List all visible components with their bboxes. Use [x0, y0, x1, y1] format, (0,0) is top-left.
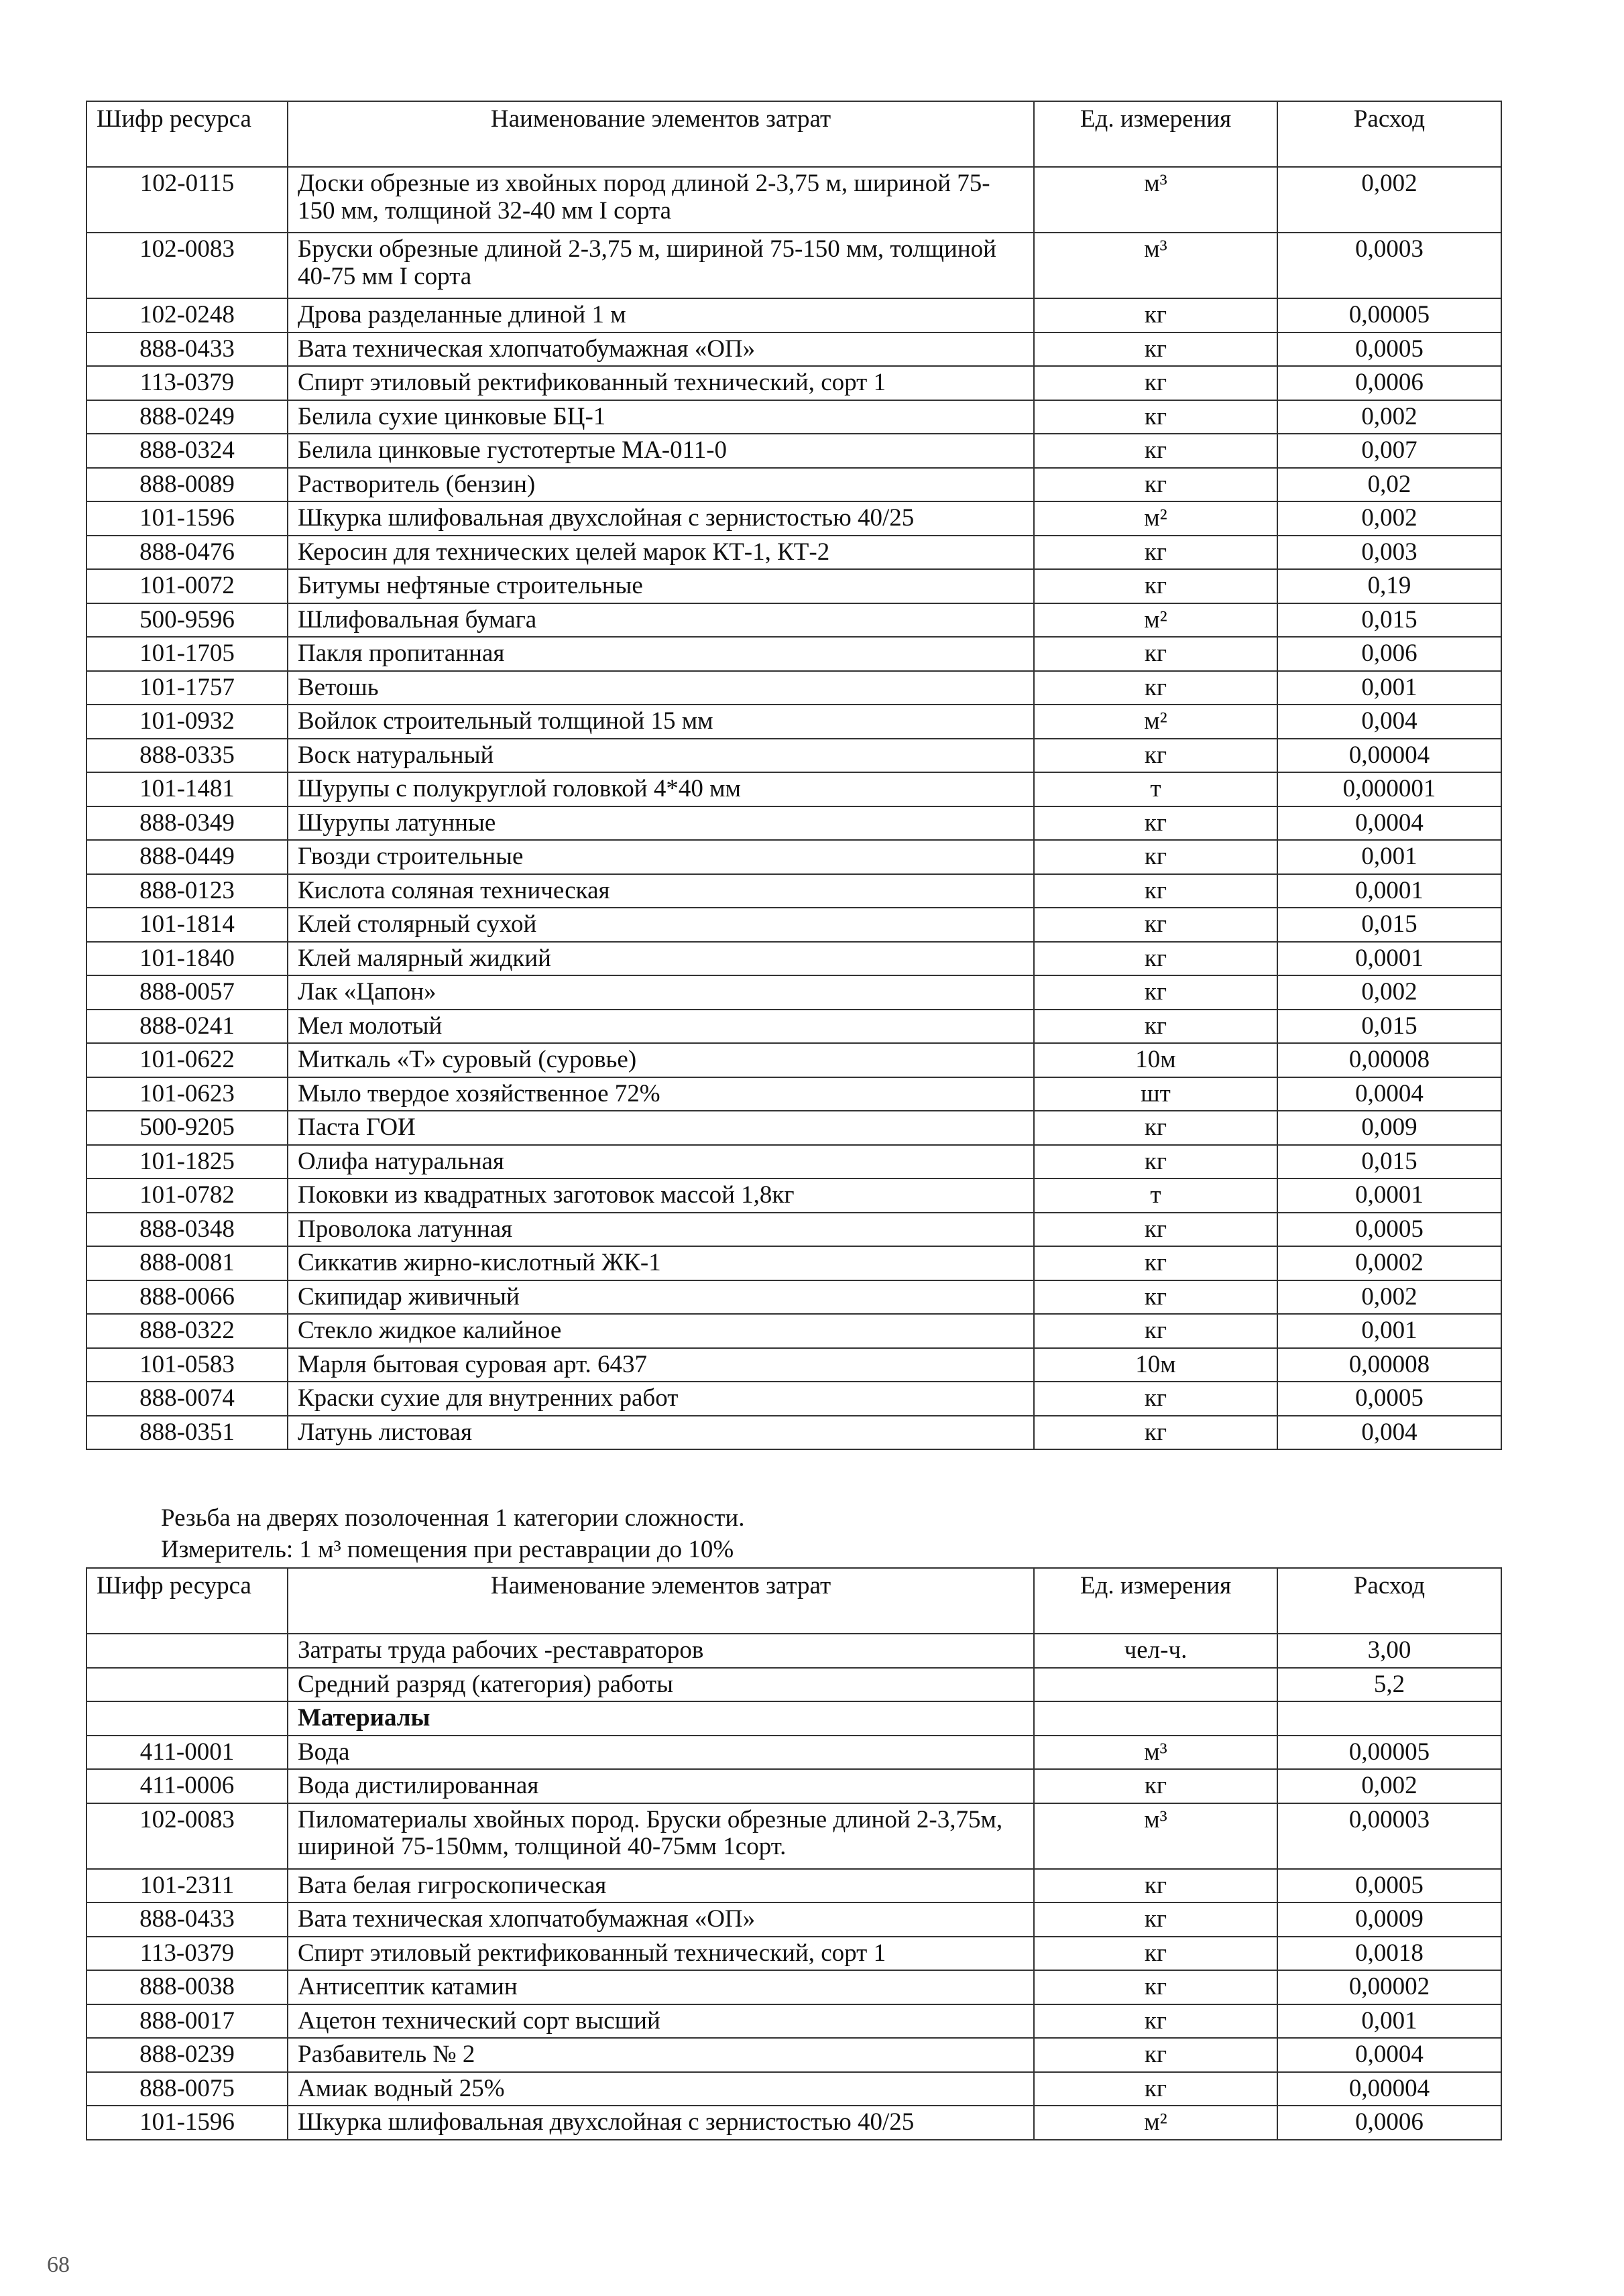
cell-unit: м³	[1034, 233, 1277, 298]
cell-qty: 3,00	[1277, 1634, 1501, 1668]
cell-unit: кг	[1034, 468, 1277, 502]
cell-unit: кг	[1034, 536, 1277, 570]
cell-name: Затраты труда рабочих -реставраторов	[288, 1634, 1034, 1668]
table-row	[86, 501, 1501, 536]
table-row	[86, 603, 1501, 638]
cell-name: Белила сухие цинковые БЦ-1	[288, 400, 1034, 434]
cell-qty: 0,0006	[1277, 366, 1501, 400]
cell-code: 888-0075	[86, 2072, 288, 2106]
cell-name: Керосин для технических целей марок КТ-1, КТ-2	[288, 536, 1034, 570]
header-name: Наименование элементов затрат	[288, 1568, 1034, 1634]
table-row	[86, 1970, 1501, 2004]
cell-unit: кг	[1034, 1769, 1277, 1803]
cell-unit: 10м	[1034, 1348, 1277, 1382]
table-row	[86, 1634, 1501, 1668]
table-row	[86, 1937, 1501, 1971]
cell-unit: м³	[1034, 167, 1277, 233]
table-row	[86, 298, 1501, 333]
cell-qty: 0,001	[1277, 840, 1501, 874]
cell-code: 101-0623	[86, 1077, 288, 1111]
cell-qty: 0,006	[1277, 637, 1501, 671]
cell-qty: 5,2	[1277, 1668, 1501, 1702]
cell-qty: 0,002	[1277, 975, 1501, 1010]
cell-unit: кг	[1034, 975, 1277, 1010]
cell-qty: 0,0005	[1277, 1869, 1501, 1903]
cell-name: Шурупы латунные	[288, 806, 1034, 841]
cell-qty: 0,007	[1277, 434, 1501, 468]
cell-qty: 0,004	[1277, 1416, 1501, 1450]
cell-unit: кг	[1034, 2038, 1277, 2072]
cell-qty: 0,00008	[1277, 1043, 1501, 1077]
cell-name: Мел молотый	[288, 1010, 1034, 1044]
cell-qty: 0,0005	[1277, 1213, 1501, 1247]
cell-code: 101-0932	[86, 705, 288, 739]
cell-qty: 0,0003	[1277, 233, 1501, 298]
cell-code: 102-0083	[86, 233, 288, 298]
cell-name: Паста ГОИ	[288, 1111, 1034, 1145]
cell-unit: кг	[1034, 1869, 1277, 1903]
cell-unit: кг	[1034, 298, 1277, 333]
cell-code: 411-0006	[86, 1769, 288, 1803]
table-row	[86, 637, 1501, 671]
cell-unit: кг	[1034, 1010, 1277, 1044]
table-row	[86, 2072, 1501, 2106]
cell-name: Растворитель (бензин)	[288, 468, 1034, 502]
table-row	[86, 400, 1501, 434]
cell-name: Латунь листовая	[288, 1416, 1034, 1450]
cell-code: 888-0351	[86, 1416, 288, 1450]
cell-qty: 0,001	[1277, 671, 1501, 705]
table-row	[86, 739, 1501, 773]
cell-code: 888-0348	[86, 1213, 288, 1247]
cell-qty: 0,00002	[1277, 1970, 1501, 2004]
cell-name: Клей столярный сухой	[288, 908, 1034, 942]
cell-name: Гвозди строительные	[288, 840, 1034, 874]
cell-unit	[1034, 1701, 1277, 1736]
resource-table-1	[86, 101, 1502, 1450]
cell-name: Марля бытовая суровая арт. 6437	[288, 1348, 1034, 1382]
cell-qty: 0,0009	[1277, 1902, 1501, 1937]
cell-unit: кг	[1034, 942, 1277, 976]
cell-code	[86, 1634, 288, 1668]
cell-code: 888-0349	[86, 806, 288, 841]
cell-unit: кг	[1034, 366, 1277, 400]
cell-name: Вата техническая хлопчатобумажная «ОП»	[288, 333, 1034, 367]
table-row	[86, 705, 1501, 739]
cell-qty: 0,0005	[1277, 1382, 1501, 1416]
cell-name: Амиак водный 25%	[288, 2072, 1034, 2106]
cell-name: Лак «Цапон»	[288, 975, 1034, 1010]
cell-name: Шкурка шлифовальная двухслойная с зернистостью 40/25	[288, 2106, 1034, 2140]
cell-unit: кг	[1034, 434, 1277, 468]
cell-code: 101-2311	[86, 1869, 288, 1903]
cell-qty: 0,0004	[1277, 806, 1501, 841]
cell-code: 888-0322	[86, 1314, 288, 1348]
cell-qty: 0,0004	[1277, 2038, 1501, 2072]
cell-qty: 0,19	[1277, 569, 1501, 603]
cell-name: Воск натуральный	[288, 739, 1034, 773]
cell-name: Ветошь	[288, 671, 1034, 705]
header-code: Шифр ресурса	[86, 101, 288, 167]
cell-unit: кг	[1034, 2004, 1277, 2039]
cell-unit: кг	[1034, 637, 1277, 671]
cell-name: Антисептик катамин	[288, 1970, 1034, 2004]
table-row	[86, 975, 1501, 1010]
cell-unit: кг	[1034, 1145, 1277, 1179]
cell-qty: 0,015	[1277, 1145, 1501, 1179]
cell-code: 101-1757	[86, 671, 288, 705]
cell-code: 101-0622	[86, 1043, 288, 1077]
cell-code: 101-1596	[86, 501, 288, 536]
cell-unit: м²	[1034, 501, 1277, 536]
cell-name: Доски обрезные из хвойных пород длиной 2-3,75 м, шириной 75-150 мм, толщиной 32-40 мм I сорта	[288, 167, 1034, 233]
cell-code: 500-9205	[86, 1111, 288, 1145]
cell-name: Кислота соляная техническая	[288, 874, 1034, 908]
table-row	[86, 874, 1501, 908]
table-row	[86, 1382, 1501, 1416]
cell-code: 888-0074	[86, 1382, 288, 1416]
cell-qty: 0,0001	[1277, 874, 1501, 908]
cell-code	[86, 1701, 288, 1736]
cell-qty: 0,00004	[1277, 739, 1501, 773]
cell-unit: м³	[1034, 1803, 1277, 1869]
cell-name: Сиккатив жирно-кислотный ЖК-1	[288, 1246, 1034, 1280]
cell-qty	[1277, 1701, 1501, 1736]
cell-code: 888-0017	[86, 2004, 288, 2039]
cell-qty: 0,002	[1277, 1280, 1501, 1315]
cell-code: 888-0038	[86, 1970, 288, 2004]
cell-name: Проволока латунная	[288, 1213, 1034, 1247]
cell-qty: 0,015	[1277, 1010, 1501, 1044]
table-row	[86, 1280, 1501, 1315]
cell-unit: м²	[1034, 603, 1277, 638]
cell-name: Вода	[288, 1736, 1034, 1770]
cell-code: 411-0001	[86, 1736, 288, 1770]
cell-name: Ацетон технический сорт высший	[288, 2004, 1034, 2039]
cell-name: Шкурка шлифовальная двухслойная с зернистостью 40/25	[288, 501, 1034, 536]
table-row	[86, 1314, 1501, 1348]
cell-name: Бруски обрезные длиной 2-3,75 м, шириной 75-150 мм, толщиной 40-75 мм I сорта	[288, 233, 1034, 298]
cell-qty: 0,002	[1277, 501, 1501, 536]
cell-code: 500-9596	[86, 603, 288, 638]
section-title: Резьба на дверях позолоченная 1 категории сложности.	[161, 1504, 745, 1532]
cell-code: 113-0379	[86, 366, 288, 400]
table-row	[86, 366, 1501, 400]
cell-unit: кг	[1034, 400, 1277, 434]
cell-qty: 0,00008	[1277, 1348, 1501, 1382]
page-number: 68	[47, 2252, 70, 2277]
cell-unit: кг	[1034, 333, 1277, 367]
cell-code: 888-0449	[86, 840, 288, 874]
cell-unit: м²	[1034, 705, 1277, 739]
cell-name: Шурупы с полукруглой головкой 4*40 мм	[288, 772, 1034, 806]
table-row	[86, 1010, 1501, 1044]
cell-code: 101-1596	[86, 2106, 288, 2140]
cell-code: 888-0081	[86, 1246, 288, 1280]
cell-name: Спирт этиловый ректификованный технический, сорт 1	[288, 1937, 1034, 1971]
table-row	[86, 1348, 1501, 1382]
table-row	[86, 1902, 1501, 1937]
cell-code: 101-1814	[86, 908, 288, 942]
table-row	[86, 434, 1501, 468]
cell-code: 888-0239	[86, 2038, 288, 2072]
header-code: Шифр ресурса	[86, 1568, 288, 1634]
cell-unit: чел-ч.	[1034, 1634, 1277, 1668]
cell-name: Разбавитель № 2	[288, 2038, 1034, 2072]
cell-name: Вата белая гигроскопическая	[288, 1869, 1034, 1903]
table-row	[86, 1668, 1501, 1702]
cell-code: 101-0072	[86, 569, 288, 603]
cell-unit: кг	[1034, 1902, 1277, 1937]
cell-unit: кг	[1034, 1280, 1277, 1315]
cell-code: 101-0583	[86, 1348, 288, 1382]
cell-code: 101-1825	[86, 1145, 288, 1179]
cell-unit: 10м	[1034, 1043, 1277, 1077]
cell-code: 101-1481	[86, 772, 288, 806]
cell-unit: т	[1034, 772, 1277, 806]
cell-unit: шт	[1034, 1077, 1277, 1111]
cell-qty: 0,0001	[1277, 1179, 1501, 1213]
cell-code: 101-0782	[86, 1179, 288, 1213]
table-row	[86, 2106, 1501, 2140]
cell-unit: кг	[1034, 1416, 1277, 1450]
cell-name: Белила цинковые густотертые МА-011-0	[288, 434, 1034, 468]
header-unit: Ед. измерения	[1034, 1568, 1277, 1634]
cell-unit: кг	[1034, 739, 1277, 773]
cell-code: 888-0057	[86, 975, 288, 1010]
cell-code: 888-0066	[86, 1280, 288, 1315]
table-row	[86, 2038, 1501, 2072]
cell-code: 888-0241	[86, 1010, 288, 1044]
table-row	[86, 569, 1501, 603]
table-row	[86, 1701, 1501, 1736]
header-name: Наименование элементов затрат	[288, 101, 1034, 167]
cell-qty: 0,004	[1277, 705, 1501, 739]
cell-name: Спирт этиловый ректификованный технический, сорт 1	[288, 366, 1034, 400]
cell-qty: 0,00004	[1277, 2072, 1501, 2106]
cell-unit: т	[1034, 1179, 1277, 1213]
cell-unit: кг	[1034, 908, 1277, 942]
cell-unit: кг	[1034, 671, 1277, 705]
table-row	[86, 1803, 1501, 1869]
cell-unit: кг	[1034, 2072, 1277, 2106]
cell-qty: 0,0018	[1277, 1937, 1501, 1971]
cell-code: 101-1705	[86, 637, 288, 671]
cell-code: 888-0476	[86, 536, 288, 570]
cell-qty: 0,002	[1277, 1769, 1501, 1803]
cell-name: Поковки из квадратных заготовок массой 1,8кг	[288, 1179, 1034, 1213]
cell-qty: 0,009	[1277, 1111, 1501, 1145]
table-row	[86, 2004, 1501, 2039]
cell-unit: кг	[1034, 840, 1277, 874]
cell-code: 888-0433	[86, 333, 288, 367]
section-meter: Измеритель: 1 м³ помещения при реставрации до 10%	[161, 1536, 734, 1563]
cell-qty: 0,001	[1277, 1314, 1501, 1348]
table-row	[86, 1043, 1501, 1077]
table-row	[86, 1416, 1501, 1450]
cell-qty: 0,002	[1277, 167, 1501, 233]
table-row	[86, 908, 1501, 942]
cell-unit: кг	[1034, 1246, 1277, 1280]
table-row	[86, 1111, 1501, 1145]
header-qty: Расход	[1277, 1568, 1501, 1634]
table-row	[86, 671, 1501, 705]
table-row	[86, 536, 1501, 570]
table-row	[86, 233, 1501, 298]
cell-name: Дрова разделанные длиной 1 м	[288, 298, 1034, 333]
table-row	[86, 1179, 1501, 1213]
cell-qty: 0,003	[1277, 536, 1501, 570]
table-row	[86, 468, 1501, 502]
cell-code	[86, 1668, 288, 1702]
cell-name: Стекло жидкое калийное	[288, 1314, 1034, 1348]
cell-name: Средний разряд (категория) работы	[288, 1668, 1034, 1702]
table-row	[86, 1213, 1501, 1247]
cell-name: Клей малярный жидкий	[288, 942, 1034, 976]
cell-unit: кг	[1034, 1970, 1277, 2004]
table-row	[86, 1077, 1501, 1111]
cell-name: Краски сухие для внутренних работ	[288, 1382, 1034, 1416]
header-unit: Ед. измерения	[1034, 101, 1277, 167]
cell-unit: кг	[1034, 569, 1277, 603]
header-qty: Расход	[1277, 101, 1501, 167]
cell-code: 888-0433	[86, 1902, 288, 1937]
cell-unit: кг	[1034, 874, 1277, 908]
cell-code: 888-0249	[86, 400, 288, 434]
cell-qty: 0,001	[1277, 2004, 1501, 2039]
cell-qty: 0,00003	[1277, 1803, 1501, 1869]
table-row	[86, 167, 1501, 233]
cell-qty: 0,000001	[1277, 772, 1501, 806]
cell-unit: кг	[1034, 1937, 1277, 1971]
table-row	[86, 1869, 1501, 1903]
cell-unit	[1034, 1668, 1277, 1702]
cell-qty: 0,02	[1277, 468, 1501, 502]
cell-name: Шлифовальная бумага	[288, 603, 1034, 638]
cell-name: Войлок строительный толщиной 15 мм	[288, 705, 1034, 739]
cell-name: Вата техническая хлопчатобумажная «ОП»	[288, 1902, 1034, 1937]
table-row	[86, 840, 1501, 874]
cell-qty: 0,0004	[1277, 1077, 1501, 1111]
cell-qty: 0,0002	[1277, 1246, 1501, 1280]
cell-code: 102-0115	[86, 167, 288, 233]
cell-qty: 0,00005	[1277, 1736, 1501, 1770]
cell-name: Пиломатериалы хвойных пород. Бруски обрезные длиной 2-3,75м, шириной 75-150мм, толщиной 40-75мм 1сорт.	[288, 1803, 1034, 1869]
cell-qty: 0,00005	[1277, 298, 1501, 333]
cell-name: Олифа натуральная	[288, 1145, 1034, 1179]
cell-name: Материалы	[288, 1701, 1034, 1736]
table-header-row	[86, 101, 1501, 167]
cell-name: Мыло твердое хозяйственное 72%	[288, 1077, 1034, 1111]
cell-qty: 0,0006	[1277, 2106, 1501, 2140]
cell-qty: 0,002	[1277, 400, 1501, 434]
cell-unit: кг	[1034, 1111, 1277, 1145]
cell-code: 888-0335	[86, 739, 288, 773]
cell-code: 102-0248	[86, 298, 288, 333]
table-row	[86, 942, 1501, 976]
table-row	[86, 1246, 1501, 1280]
table-row	[86, 806, 1501, 841]
cell-unit: кг	[1034, 806, 1277, 841]
cell-qty: 0,0001	[1277, 942, 1501, 976]
table-row	[86, 772, 1501, 806]
cell-code: 888-0089	[86, 468, 288, 502]
cell-code: 101-1840	[86, 942, 288, 976]
cell-name: Битумы нефтяные строительные	[288, 569, 1034, 603]
cell-unit: м²	[1034, 2106, 1277, 2140]
cell-unit: кг	[1034, 1213, 1277, 1247]
cell-unit: кг	[1034, 1314, 1277, 1348]
table-header-row	[86, 1568, 1501, 1634]
cell-unit: м³	[1034, 1736, 1277, 1770]
cell-qty: 0,015	[1277, 603, 1501, 638]
table-row	[86, 333, 1501, 367]
table-row	[86, 1145, 1501, 1179]
table-row	[86, 1736, 1501, 1770]
cell-code: 888-0123	[86, 874, 288, 908]
cell-code: 888-0324	[86, 434, 288, 468]
table-row	[86, 1769, 1501, 1803]
cell-qty: 0,015	[1277, 908, 1501, 942]
cell-name: Вода дистилированная	[288, 1769, 1034, 1803]
cell-unit: кг	[1034, 1382, 1277, 1416]
cell-name: Пакля пропитанная	[288, 637, 1034, 671]
cell-name: Скипидар живичный	[288, 1280, 1034, 1315]
resource-table-2	[86, 1567, 1502, 2140]
cell-qty: 0,0005	[1277, 333, 1501, 367]
cell-code: 102-0083	[86, 1803, 288, 1869]
cell-name: Миткаль «Т» суровый (суровье)	[288, 1043, 1034, 1077]
cell-code: 113-0379	[86, 1937, 288, 1971]
